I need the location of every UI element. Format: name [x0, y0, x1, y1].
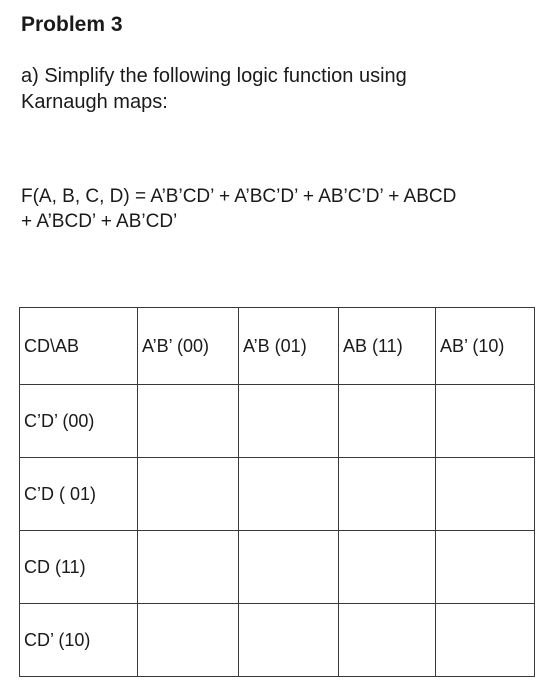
kmap-row-label: C’D’ (00): [20, 385, 138, 458]
kmap-cell[interactable]: [339, 385, 436, 458]
prompt-line: a) Simplify the following logic function using: [21, 65, 407, 87]
kmap-cell[interactable]: [239, 604, 339, 677]
kmap-row-label: CD (11): [20, 531, 138, 604]
kmap-column-header: AB’ (10): [436, 308, 535, 385]
kmap-column-header: AB (11): [339, 308, 436, 385]
formula-line: + A’BCD’ + AB’CD’: [21, 211, 178, 232]
karnaugh-map-table: [19, 307, 535, 677]
kmap-column-header: A’B’ (00): [138, 308, 239, 385]
kmap-row-label: CD’ (10): [20, 604, 138, 677]
kmap-cell[interactable]: [339, 604, 436, 677]
problem-title: Problem 3: [21, 13, 123, 36]
formula-line: F(A, B, C, D) = A’B’CD’ + A’BC’D’ + AB’C’D’ + ABCD: [21, 186, 457, 207]
kmap-header-row: [20, 308, 535, 385]
prompt-line: Karnaugh maps:: [21, 91, 168, 113]
kmap-row: [20, 531, 535, 604]
kmap-cell[interactable]: [436, 604, 535, 677]
kmap-corner-label: CD\AB: [20, 308, 138, 385]
kmap-cell[interactable]: [339, 458, 436, 531]
kmap-cell[interactable]: [436, 385, 535, 458]
kmap-cell[interactable]: [239, 531, 339, 604]
problem-prompt: [21, 63, 407, 115]
kmap-cell[interactable]: [138, 458, 239, 531]
kmap-cell[interactable]: [339, 531, 436, 604]
kmap-cell[interactable]: [239, 458, 339, 531]
kmap-column-header: A’B (01): [239, 308, 339, 385]
kmap-cell[interactable]: [239, 385, 339, 458]
kmap-row: [20, 458, 535, 531]
kmap-cell[interactable]: [138, 531, 239, 604]
kmap-cell[interactable]: [138, 604, 239, 677]
kmap-cell[interactable]: [436, 531, 535, 604]
logic-function: [21, 184, 456, 234]
kmap-row: [20, 385, 535, 458]
kmap-cell[interactable]: [436, 458, 535, 531]
kmap-row: [20, 604, 535, 677]
kmap-cell[interactable]: [138, 385, 239, 458]
kmap-row-label: C’D ( 01): [20, 458, 138, 531]
